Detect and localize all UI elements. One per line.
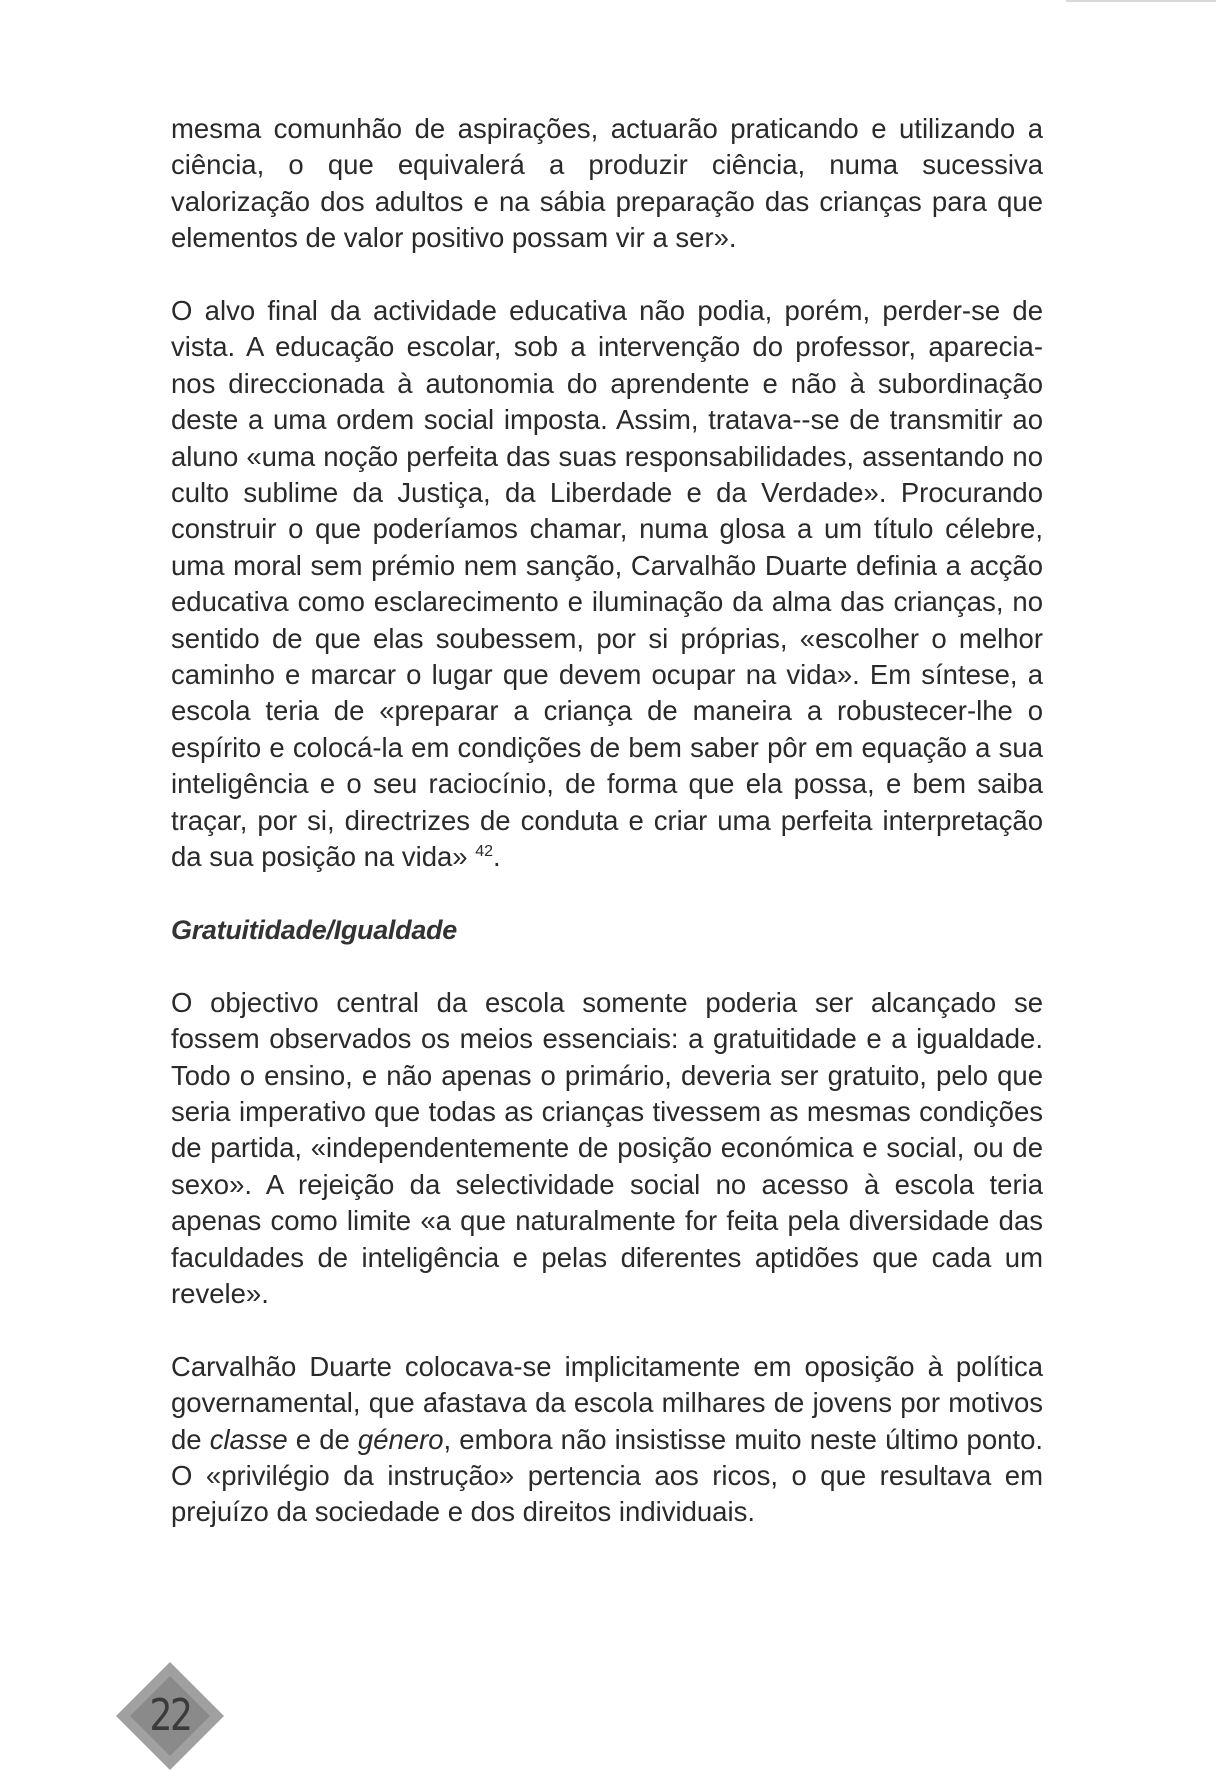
paragraph-4-text-b: e de: [287, 1423, 358, 1455]
paragraph-4: [171, 1349, 1043, 1531]
page-number: 22: [149, 1690, 191, 1741]
paragraph-gap: [171, 257, 1043, 293]
page-body: [171, 111, 1043, 1531]
section-heading: Gratuitidade/Igualdade: [171, 914, 457, 945]
paragraph-4-emphasis-genero: género: [357, 1423, 444, 1455]
paragraph-4-text-a: Carvalhão Duarte colocava-se implicitamente em oposição à política governamental, que afastava da escola milhares de jovens por motivos de: [171, 1350, 1043, 1455]
paragraph-3: O objectivo central da escola somente poderia ser alcançado se fossem observados os meios essenciais: a gratuitidade e a igualdade. Todo o ensino, e não apenas o primário, deveria ser gratuito, pelo que seria imperativo que todas as crianças tivessem as mesmas condições de partida, «independentemente de posição económica e social, ou de sexo». A rejeição da selectividade social no acesso à escola teria apenas como limite «a que naturalmente for feita pela diversidade das faculdades de inteligência e pelas diferentes aptidões que cada um revele».: [171, 986, 1043, 1309]
top-edge-rule: [1066, 0, 1216, 2]
paragraph-4-text-c: , embora não insistisse muito neste último ponto. O «privilégio da instrução» pertencia aos ricos, o que resultava em prejuízo da sociedade e dos direitos individuais.: [171, 1423, 1044, 1528]
paragraph-2-text: O alvo final da actividade educativa não podia, porém, perder-se de vista. A educação escolar, sob a intervenção do professor, aparecia-nos direccionada à autonomia do aprendente e não à subordinação deste a uma ordem social imposta. Assim, tratava--se de transmitir ao aluno «uma noção perfeita das suas responsabilidades, assentando no culto sublime da Justiça, da Liberdade e da Verdade». Procurando construir o que poderíamos chamar, numa glosa a um título célebre, uma moral sem prémio nem sanção, Carvalhão Duarte definia a acção educativa como esclarecimento e iluminação da alma das crianças, no sentido de que elas soubessem, por si próprias, «escolher o melhor caminho e marcar o lugar que devem ocupar na vida». Em síntese, a escola teria de «preparar a criança de maneira a robustecer-lhe o espírito e colocá-la em condições de bem saber pôr em equação a sua inteligência e o seu raciocínio, de forma que ela possa, e bem saiba traçar, por si, directrizes de conduta e criar uma perfeita interpretação da sua posição na vida»: [171, 295, 1043, 873]
footnote-marker: 42: [475, 842, 494, 860]
page-number-badge: [114, 1660, 226, 1772]
paragraph-4-emphasis-classe: classe: [209, 1423, 288, 1455]
paragraph-gap: [171, 1312, 1043, 1348]
paragraph-gap: [171, 948, 1043, 984]
paragraph-2-end: .: [493, 841, 501, 873]
paragraph-2: [171, 293, 1043, 876]
paragraph-gap: [171, 876, 1043, 912]
paragraph-1: mesma comunhão de aspirações, actuarão praticando e utilizando a ciência, o que equivalerá a produzir ciência, numa sucessiva valorização dos adultos e na sábia preparação das crianças para que elementos de valor positivo possam vir a ser».: [171, 113, 1043, 254]
